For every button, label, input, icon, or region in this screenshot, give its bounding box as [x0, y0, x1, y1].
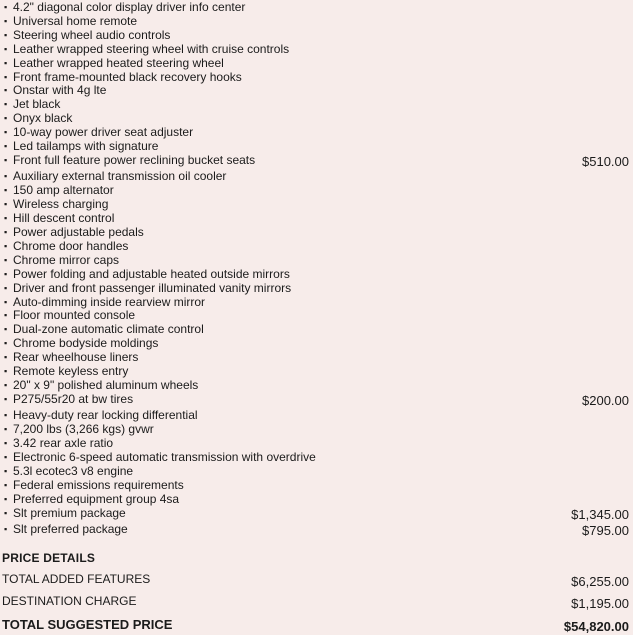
bullet-icon: ▪ — [4, 268, 8, 279]
feature-item — [4, 169, 629, 183]
bullet-icon: ▪ — [4, 352, 8, 363]
bullet-icon: ▪ — [4, 324, 8, 335]
destination-charge-amount: $1,195.00 — [571, 596, 629, 611]
feature-price: $510.00 — [582, 153, 629, 169]
feature-text: Slt premium package — [13, 505, 126, 520]
feature-text: Hill descent control — [13, 211, 115, 226]
feature-item — [4, 450, 629, 464]
feature-text: Chrome mirror caps — [13, 252, 120, 267]
feature-text: 4.2" diagonal color display driver info center — [13, 0, 246, 14]
feature-text: Front full feature power reclining bucket seats — [13, 152, 256, 167]
feature-item — [4, 267, 629, 281]
bullet-icon: ▪ — [4, 393, 8, 404]
feature-text: Auto-dimming inside rearview mirror — [13, 294, 206, 309]
total-suggested-price-amount: $54,820.00 — [563, 619, 629, 634]
feature-item — [4, 139, 629, 153]
bullet-icon: ▪ — [4, 57, 8, 68]
feature-text: Leather wrapped heated steering wheel — [13, 55, 224, 70]
feature-text: 150 amp alternator — [13, 183, 114, 198]
bullet-icon: ▪ — [4, 113, 8, 124]
bullet-icon: ▪ — [4, 2, 8, 12]
feature-text: Jet black — [13, 97, 61, 112]
bullet-icon: ▪ — [4, 85, 8, 96]
feature-text: Dual-zone automatic climate control — [13, 322, 204, 337]
bullet-icon: ▪ — [4, 379, 8, 390]
bullet-icon: ▪ — [4, 452, 8, 462]
destination-charge-label: DESTINATION CHARGE — [2, 594, 137, 608]
feature-text: Floor mounted console — [13, 308, 136, 323]
feature-text: Preferred equipment group 4sa — [13, 491, 180, 506]
feature-price: $200.00 — [582, 392, 629, 408]
feature-item — [4, 0, 629, 14]
bullet-icon: ▪ — [4, 479, 8, 490]
feature-item — [4, 478, 629, 492]
feature-item — [4, 422, 629, 436]
feature-item — [4, 436, 629, 450]
feature-item — [4, 506, 629, 520]
bullet-icon: ▪ — [4, 199, 8, 210]
total-added-features-label: TOTAL ADDED FEATURES — [2, 572, 151, 586]
feature-item — [4, 253, 629, 267]
feature-item — [4, 197, 629, 211]
bullet-icon: ▪ — [4, 493, 8, 504]
feature-item — [4, 42, 629, 56]
feature-item — [4, 97, 629, 111]
feature-text: Steering wheel audio controls — [13, 27, 171, 42]
total-added-features-amount: $6,255.00 — [571, 574, 629, 589]
feature-text: Heavy-duty rear locking differential — [13, 408, 198, 423]
total-added-features-row — [2, 572, 629, 590]
feature-text: Electronic 6-speed automatic transmission with overdrive — [13, 450, 316, 464]
feature-item — [4, 70, 629, 84]
feature-text: Front frame-mounted black recovery hooks — [13, 69, 242, 84]
bullet-icon: ▪ — [4, 127, 8, 138]
price-details-title: PRICE DETAILS — [2, 551, 96, 565]
feature-text: 3.42 rear axle ratio — [13, 436, 114, 451]
feature-item — [4, 392, 629, 406]
feature-text: Slt preferred package — [13, 522, 128, 537]
feature-item — [4, 308, 629, 322]
bullet-icon: ▪ — [4, 240, 8, 251]
destination-charge-row — [2, 594, 629, 612]
feature-item — [4, 364, 629, 378]
feature-text: P275/55r20 at bw tires — [13, 391, 134, 406]
bullet-icon: ▪ — [4, 254, 8, 265]
feature-item — [4, 183, 629, 197]
bullet-icon: ▪ — [4, 524, 8, 535]
feature-text: 20" x 9" polished aluminum wheels — [13, 377, 199, 392]
feature-item — [4, 153, 629, 167]
feature-item — [4, 350, 629, 364]
bullet-icon: ▪ — [4, 171, 8, 182]
feature-text: Power folding and adjustable heated outside mirrors — [13, 266, 290, 281]
bullet-icon: ▪ — [4, 410, 8, 421]
feature-text: Driver and front passenger illuminated vanity mirrors — [13, 280, 292, 295]
bullet-icon: ▪ — [4, 296, 8, 307]
bullet-icon: ▪ — [4, 29, 8, 40]
feature-text: Leather wrapped steering wheel with cruise controls — [13, 41, 290, 56]
feature-item — [4, 14, 629, 28]
bullet-icon: ▪ — [4, 213, 8, 224]
feature-text: 10-way power driver seat adjuster — [13, 125, 194, 140]
feature-item — [4, 322, 629, 336]
feature-text: 5.3l ecotec3 v8 engine — [13, 463, 134, 478]
feature-text: Led tailamps with signature — [13, 139, 159, 153]
bullet-icon: ▪ — [4, 71, 8, 82]
feature-text: Universal home remote — [13, 13, 138, 28]
bullet-icon: ▪ — [4, 465, 8, 476]
bullet-icon: ▪ — [4, 438, 8, 449]
feature-price: $1,345.00 — [571, 506, 629, 522]
feature-text: Chrome bodyside moldings — [13, 336, 159, 351]
bullet-icon: ▪ — [4, 15, 8, 26]
bullet-icon: ▪ — [4, 310, 8, 321]
bullet-icon: ▪ — [4, 154, 8, 165]
feature-text: Rear wheelhouse liners — [13, 350, 139, 365]
bullet-icon: ▪ — [4, 43, 8, 54]
bullet-icon: ▪ — [4, 99, 8, 110]
bullet-icon: ▪ — [4, 366, 8, 376]
feature-text: Onstar with 4g lte — [13, 83, 107, 98]
bullet-icon: ▪ — [4, 282, 8, 293]
feature-item — [4, 522, 629, 539]
bullet-icon: ▪ — [4, 338, 8, 349]
total-suggested-price-label: TOTAL SUGGESTED PRICE — [2, 617, 173, 632]
feature-item — [4, 211, 629, 225]
feature-item — [4, 295, 629, 309]
feature-item — [4, 225, 629, 239]
feature-item — [4, 28, 629, 42]
bullet-icon: ▪ — [4, 141, 8, 151]
feature-item — [4, 464, 629, 478]
feature-item — [4, 56, 629, 70]
feature-text: Power adjustable pedals — [13, 225, 144, 239]
total-suggested-price-row — [2, 617, 629, 635]
feature-text: Onyx black — [13, 111, 73, 126]
feature-item — [4, 239, 629, 253]
feature-item — [4, 281, 629, 295]
feature-text: Remote keyless entry — [13, 364, 129, 378]
feature-text: Federal emissions requirements — [13, 477, 184, 492]
feature-item — [4, 336, 629, 350]
feature-item — [4, 111, 629, 125]
feature-item — [4, 125, 629, 139]
bullet-icon: ▪ — [4, 227, 8, 237]
bullet-icon: ▪ — [4, 424, 8, 435]
feature-text: Wireless charging — [13, 197, 109, 212]
feature-item — [4, 83, 629, 97]
feature-item — [4, 408, 629, 422]
feature-item — [4, 492, 629, 506]
bullet-icon: ▪ — [4, 507, 8, 518]
feature-item — [4, 378, 629, 392]
feature-text: 7,200 lbs (3,266 kgs) gvwr — [13, 422, 154, 437]
feature-text: Auxiliary external transmission oil cooler — [13, 169, 227, 184]
feature-price: $795.00 — [582, 523, 629, 539]
bullet-icon: ▪ — [4, 185, 8, 196]
feature-text: Chrome door handles — [13, 238, 129, 253]
